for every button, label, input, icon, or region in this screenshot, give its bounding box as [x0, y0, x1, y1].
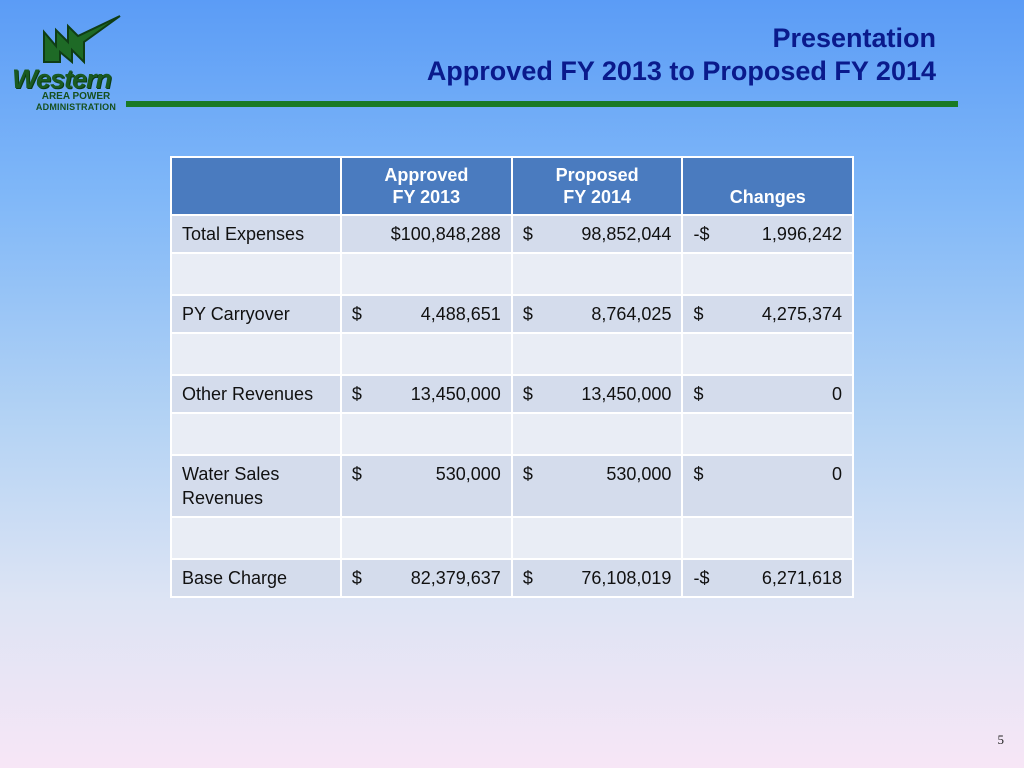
currency: -$ — [693, 224, 710, 244]
row-label: Water Sales Revenues — [171, 455, 341, 517]
row-label: Other Revenues — [171, 375, 341, 413]
spacer-row — [171, 517, 853, 559]
amount: 1,996,242 — [761, 224, 842, 244]
changes-cell — [682, 215, 853, 253]
table-row — [171, 295, 853, 333]
amount: 6,271,618 — [761, 568, 842, 588]
changes-cell — [682, 295, 853, 333]
table-row — [171, 215, 853, 253]
title-line1: Presentation — [772, 23, 936, 53]
spacer-row — [171, 253, 853, 295]
amount: 0 — [831, 384, 842, 404]
western-logo — [8, 12, 130, 110]
table-row — [171, 455, 853, 517]
approved-cell — [341, 455, 512, 517]
row-label: PY Carryover — [171, 295, 341, 333]
currency: $ — [522, 568, 533, 588]
header-approved — [341, 157, 512, 215]
currency: $ — [693, 304, 704, 324]
approved-cell — [341, 295, 512, 333]
currency: $ — [522, 304, 533, 324]
header-proposed — [512, 157, 683, 215]
amount: 530,000 — [435, 464, 501, 484]
title-line2: Approved FY 2013 to Proposed FY 2014 — [426, 56, 936, 86]
currency: $ — [351, 568, 362, 588]
amount: $100,848,288 — [390, 224, 501, 244]
amount: 98,852,044 — [581, 224, 672, 244]
proposed-cell — [512, 455, 683, 517]
approved-cell — [341, 375, 512, 413]
amount: 530,000 — [606, 464, 672, 484]
row-label: Total Expenses — [171, 215, 341, 253]
amount: 4,488,651 — [420, 304, 501, 324]
currency: $ — [351, 304, 362, 324]
header-blank — [171, 157, 341, 215]
lightning-tower-icon — [8, 12, 130, 72]
proposed-cell — [512, 295, 683, 333]
spacer-row — [171, 333, 853, 375]
logo-brand: Western — [12, 64, 112, 94]
currency: $ — [522, 464, 533, 484]
amount: 13,450,000 — [410, 384, 501, 404]
proposed-cell — [512, 215, 683, 253]
budget-table — [170, 156, 854, 598]
currency — [352, 222, 358, 246]
table-row — [171, 375, 853, 413]
page-number: 5 — [997, 732, 1004, 747]
row-label: Base Charge — [171, 559, 341, 597]
header-changes: Changes — [682, 157, 853, 215]
changes-cell — [682, 559, 853, 597]
slide-title — [427, 22, 936, 88]
amount: 13,450,000 — [581, 384, 672, 404]
currency: $ — [693, 384, 704, 404]
currency: $ — [522, 384, 533, 404]
currency: $ — [693, 464, 704, 484]
approved-cell — [341, 559, 512, 597]
logo-line1: AREA POWER — [41, 91, 111, 102]
approved-cell — [341, 215, 512, 253]
table-row — [171, 559, 853, 597]
currency: $ — [522, 224, 533, 244]
amount: 8,764,025 — [591, 304, 672, 324]
proposed-cell — [512, 375, 683, 413]
amount: 82,379,637 — [410, 568, 501, 588]
currency: -$ — [693, 568, 710, 588]
logo-line2: ADMINISTRATION — [35, 102, 117, 112]
changes-cell — [682, 375, 853, 413]
amount: 0 — [831, 464, 842, 484]
proposed-cell — [512, 559, 683, 597]
currency: $ — [351, 384, 362, 404]
currency: $ — [351, 464, 362, 484]
header-proposed-line1: Proposed — [555, 165, 639, 185]
header-approved-line1: Approved — [384, 165, 469, 185]
amount: 76,108,019 — [581, 568, 672, 588]
table-header-row — [171, 157, 853, 215]
header-approved-line2: FY 2013 — [392, 187, 461, 207]
amount: 4,275,374 — [761, 304, 842, 324]
title-divider — [126, 101, 958, 107]
changes-cell — [682, 455, 853, 517]
spacer-row — [171, 413, 853, 455]
header-proposed-line2: FY 2014 — [563, 187, 631, 207]
